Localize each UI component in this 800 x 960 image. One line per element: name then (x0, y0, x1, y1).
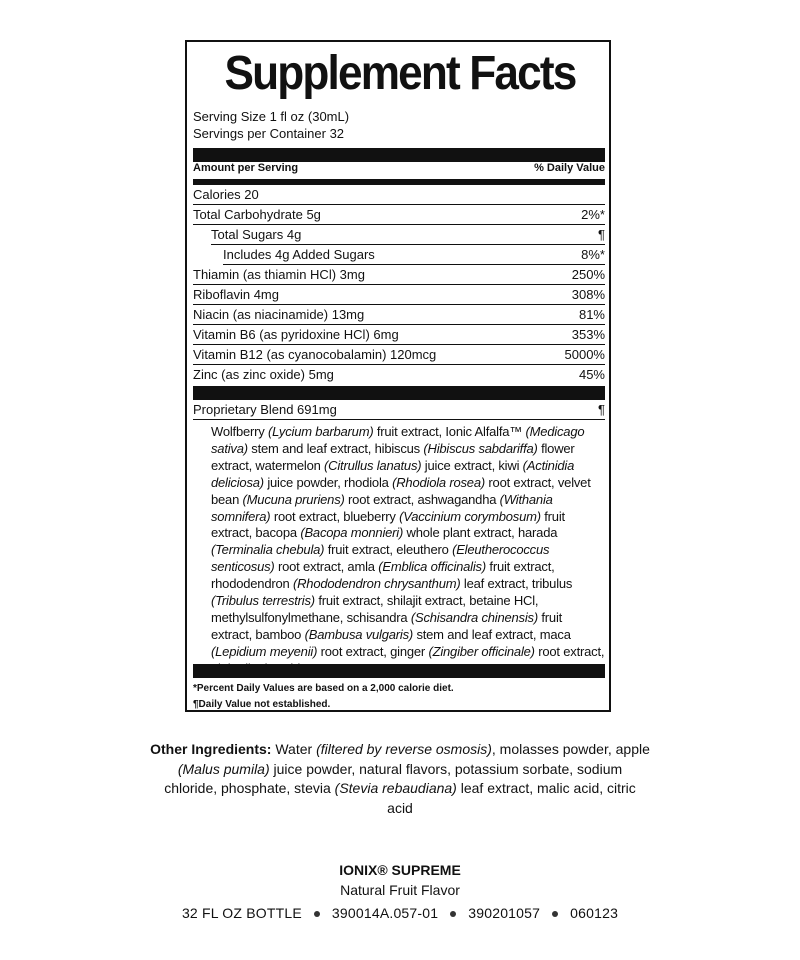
product-codes (0, 905, 800, 921)
nutrient-dv: 45% (578, 367, 605, 382)
product-flavor: Natural Fruit Flavor (340, 882, 460, 898)
bullet-icon (450, 911, 456, 917)
nutrient-name: Niacin (as niacinamide) 13mg (193, 307, 365, 322)
nutrient-name: Total Sugars 4g (211, 227, 302, 242)
nutrient-name: Zinc (as zinc oxide) 5mg (193, 367, 334, 382)
panel-title: Supplement Facts (224, 47, 576, 100)
nutrient-dv: 353% (571, 327, 605, 342)
nutrient-row (193, 305, 605, 325)
amount-header: Amount per Serving (193, 162, 299, 174)
thick-divider (193, 664, 605, 678)
code-item: 390201057 (468, 905, 541, 921)
code-lot: 390014A.057-01 (331, 905, 439, 921)
supplement-facts-panel (185, 40, 611, 712)
nutrient-row (223, 245, 605, 265)
nutrient-row (211, 225, 605, 245)
nutrient-name: Total Carbohydrate 5g (193, 207, 321, 222)
nutrient-row (193, 325, 605, 345)
amount-header-row (193, 162, 605, 174)
footnote-daily-values: *Percent Daily Values are based on a 2,000 calorie diet. (193, 683, 454, 694)
nutrient-name: Riboflavin 4mg (193, 287, 279, 302)
bullet-icon (314, 911, 320, 917)
nutrient-dv: 8%* (581, 247, 605, 262)
nutrient-dv: 5000% (564, 347, 605, 362)
servings-per-container: Servings per Container 32 (193, 126, 345, 141)
blend-ingredients: Wolfberry (Lycium barbarum) fruit extract, Ionic Alfalfa™ (Medicago sativa) stem and leaf extract, hibiscus (Hibiscus sabdariffa) flower extract, watermelon (Citrullus lanatus) juice extract, kiwi (Actinidia deliciosa) juice powder, rhodiola (Rhodiola rosea) root extract, velvet bean (Mucuna pruriens) root extract, ashwagandha (Withania somnifera) root extract, blueberry (Vaccinium corymbosum) fruit extract, bacopa (Bacopa monnieri) whole plant extract, harada (Terminalia chebula) fruit extract, eleuthero (Eleutherococcus senticosus) root extract, amla (Emblica officinalis) fruit extract, rhododendron (Rhododendron chrysanthum) leaf extract, tribulus (Tribulus terrestris) fruit extract, shilajit extract, betaine HCl, methylsulfonylmethane, schisandra (Schisandra chinensis) fruit extract, bamboo (Bambusa vulgaris) stem and leaf extract, maca (Lepidium meyenii) root extract, ginger (Zingiber officinale) root extract, (211, 424, 605, 659)
other-ingredients (150, 740, 650, 818)
thick-divider (193, 148, 605, 162)
blend-row (193, 400, 605, 420)
nutrient-row (193, 345, 605, 365)
footnote-not-established: ¶Daily Value not established. (193, 699, 331, 710)
nutrient-row (193, 205, 605, 225)
nutrient-row (193, 285, 605, 305)
code-date: 060123 (570, 905, 619, 921)
nutrient-dv: ¶ (598, 227, 605, 242)
bullet-icon (552, 911, 558, 917)
nutrient-row (193, 265, 605, 285)
nutrient-name: Calories 20 (193, 187, 259, 202)
nutrient-row (193, 185, 605, 205)
nutrient-dv: 308% (571, 287, 605, 302)
product-name: IONIX® SUPREME (339, 862, 461, 878)
code-size: 32 FL OZ BOTTLE (181, 905, 302, 921)
serving-size: Serving Size 1 fl oz (30mL) (193, 109, 350, 124)
blend-dv: ¶ (598, 402, 605, 417)
nutrient-name: Vitamin B12 (as cyanocobalamin) 120mcg (193, 347, 437, 362)
thick-divider (193, 386, 605, 400)
nutrient-name: Includes 4g Added Sugars (223, 247, 375, 262)
nutrient-row (193, 365, 605, 385)
nutrient-dv: 250% (571, 267, 605, 282)
nutrient-name: Vitamin B6 (as pyridoxine HCl) 6mg (193, 327, 399, 342)
serving-info (193, 108, 349, 142)
other-ingredients-heading: Other Ingredients: (150, 741, 272, 757)
nutrient-dv: 2%* (581, 207, 605, 222)
other-ingredients-text: Water (filtered by reverse osmosis), molasses powder, apple (Malus pumila) juice powder, natural flavors, potassium sorbate, sodium chloride, phosphate, stevia (Stevia rebaudiana) leaf extract, malic acid, citric acid (164, 741, 650, 816)
nutrient-dv: 81% (578, 307, 605, 322)
nutrient-name: Thiamin (as thiamin HCl) 3mg (193, 267, 365, 282)
blend-name: Proprietary Blend 691mg (193, 402, 337, 417)
dv-header: % Daily Value (534, 162, 605, 174)
